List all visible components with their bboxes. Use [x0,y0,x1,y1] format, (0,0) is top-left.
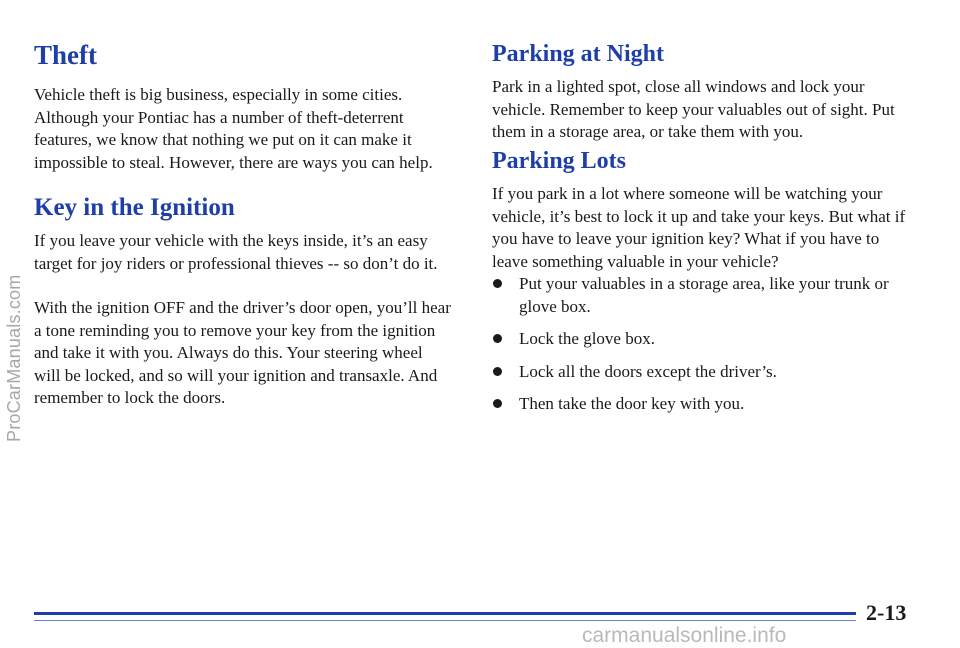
parking-lots-heading: Parking Lots [492,148,627,174]
bullet-dot-icon [493,334,502,343]
key-paragraph-2: With the ignition OFF and the driver’s door open, you’ll hear a tone reminding you to remove your key from the ignition and take it with you. Always do this. Your steering wheel will be locked, and so will your ignition and transaxle. And remember to lock the doors. [34,298,451,407]
key-in-ignition-heading: Key in the Ignition [34,194,235,221]
bottom-watermark: carmanualsonline.info [582,624,787,647]
theft-heading: Theft [34,40,97,70]
footer-rule-thin [34,620,856,621]
list-item-text: Then take the door key with you. [519,394,745,413]
footer-rule-thick [34,612,856,615]
page-number: 2-13 [866,600,907,625]
list-item [492,361,910,384]
bullet-dot-icon [493,399,502,408]
list-item [492,393,910,416]
list-item-text: Lock the glove box. [519,329,655,348]
list-item-text: Lock all the doors except the driver’s. [519,361,777,381]
list-item [492,273,910,318]
theft-paragraph: Vehicle theft is big business, especially in some cities. Although your Pontiac has a number of theft-deterrent features, we know that nothing we put on it can make it impossible to steal. However, there are ways you can help. [34,85,433,172]
bullet-dot-icon [493,279,502,288]
tips-list [492,273,910,416]
side-watermark: ProCarManuals.com [4,274,24,442]
lots-paragraph: If you park in a lot where someone will be watching your vehicle, it’s best to lock it up and take your keys. But what if you have to leave your ignition key? What if you have to leave something valuable in your vehicle? [492,184,906,271]
list-item [492,328,910,351]
bullet-dot-icon [493,367,502,376]
key-paragraph-1: If you leave your vehicle with the keys inside, it’s an easy target for joy riders or professional thieves -- so don’t do it. [34,231,438,273]
parking-at-night-heading: Parking at Night [492,41,665,67]
night-paragraph: Park in a lighted spot, close all windows and lock your vehicle. Remember to keep your valuables out of sight. Put them in a storage area, or take them with you. [492,77,895,141]
list-item-text: Put your valuables in a storage area, like your trunk or glove box. [519,274,889,316]
